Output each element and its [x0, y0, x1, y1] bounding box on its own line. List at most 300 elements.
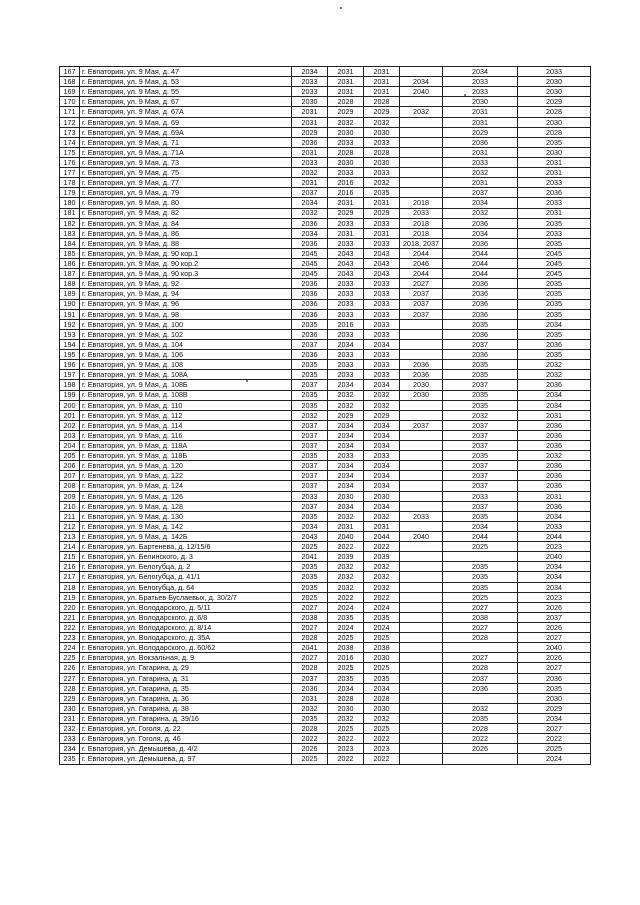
table-row [60, 390, 591, 400]
year-col-3-cell: 2035 [364, 673, 400, 683]
address-cell: г. Евпатория, ул. Гагарина, д. 39/16 [80, 714, 292, 724]
table-row [60, 734, 591, 744]
row-number-cell: 201 [60, 410, 80, 420]
year-col-2-cell: 2029 [328, 208, 364, 218]
address-cell: г. Евпатория, ул. Вокзальная, д. 9 [80, 653, 292, 663]
year-col-6-cell: 2023 [518, 542, 591, 552]
year-col-6-cell: 2036 [518, 420, 591, 430]
address-cell: г. Евпатория, ул. 9 Мая, д. 53 [80, 77, 292, 87]
address-cell: г. Евпатория, ул. Гоголя, д. 46 [80, 734, 292, 744]
year-col-4-cell [400, 703, 443, 713]
year-col-3-cell: 2032 [364, 582, 400, 592]
year-col-4-cell: 2030 [400, 380, 443, 390]
year-col-2-cell: 2033 [328, 289, 364, 299]
year-col-6-cell: 2031 [518, 410, 591, 420]
year-col-1-cell: 2031 [292, 693, 328, 703]
year-col-4-cell [400, 339, 443, 349]
year-col-1-cell: 2041 [292, 643, 328, 653]
address-cell: г. Евпатория, ул. 9 Мая, д. 90 кор.2 [80, 259, 292, 269]
year-col-1-cell: 2036 [292, 683, 328, 693]
table-row [60, 491, 591, 501]
year-col-5-cell: 2030 [443, 97, 518, 107]
table-row [60, 511, 591, 521]
table-row [60, 602, 591, 612]
year-col-3-cell: 2033 [364, 309, 400, 319]
address-cell: г. Евпатория, ул. 9 Мая, д. 96 [80, 299, 292, 309]
year-col-2-cell: 2033 [328, 299, 364, 309]
year-col-3-cell: 2033 [364, 299, 400, 309]
table-row [60, 582, 591, 592]
row-number-cell: 172 [60, 117, 80, 127]
row-number-cell: 191 [60, 309, 80, 319]
year-col-5-cell: 2044 [443, 259, 518, 269]
year-col-4-cell [400, 683, 443, 693]
address-cell: г. Евпатория, ул. 9 Мая, д. 90 кор.3 [80, 269, 292, 279]
year-col-6-cell: 2032 [518, 360, 591, 370]
table-row [60, 370, 591, 380]
year-col-3-cell: 2029 [364, 208, 400, 218]
year-col-3-cell: 2033 [364, 329, 400, 339]
table-row [60, 683, 591, 693]
year-col-3-cell: 2032 [364, 390, 400, 400]
row-number-cell: 221 [60, 612, 80, 622]
year-col-3-cell: 2025 [364, 633, 400, 643]
year-col-1-cell: 2045 [292, 248, 328, 258]
year-col-2-cell: 2016 [328, 319, 364, 329]
year-col-4-cell [400, 127, 443, 137]
row-number-cell: 205 [60, 451, 80, 461]
scan-speck [340, 7, 342, 9]
year-col-6-cell: 2036 [518, 461, 591, 471]
year-col-4-cell [400, 572, 443, 582]
year-col-3-cell: 2022 [364, 592, 400, 602]
table-row [60, 289, 591, 299]
year-col-1-cell: 2045 [292, 269, 328, 279]
year-col-2-cell: 2033 [328, 309, 364, 319]
year-col-2-cell: 2033 [328, 451, 364, 461]
row-number-cell: 206 [60, 461, 80, 471]
address-cell: г. Евпатория, ул. Гагарина, д. 36 [80, 693, 292, 703]
row-number-cell: 168 [60, 77, 80, 87]
row-number-cell: 227 [60, 673, 80, 683]
year-col-1-cell: 2037 [292, 461, 328, 471]
address-cell: г. Евпатория, ул. 9 Мая, д. 108А [80, 370, 292, 380]
year-col-4-cell: 2032 [400, 107, 443, 117]
address-cell: г. Евпатория, ул. 9 Мая, д. 67А [80, 107, 292, 117]
year-col-3-cell: 2034 [364, 501, 400, 511]
year-col-2-cell: 2030 [328, 491, 364, 501]
year-col-4-cell [400, 673, 443, 683]
year-col-4-cell [400, 653, 443, 663]
row-number-cell: 211 [60, 511, 80, 521]
year-col-5-cell: 2035 [443, 714, 518, 724]
row-number-cell: 223 [60, 633, 80, 643]
table-row [60, 451, 591, 461]
year-col-1-cell: 2035 [292, 370, 328, 380]
year-col-3-cell: 2035 [364, 188, 400, 198]
year-col-2-cell: 2028 [328, 147, 364, 157]
year-col-5-cell: 2031 [443, 117, 518, 127]
row-number-cell: 190 [60, 299, 80, 309]
year-col-1-cell: 2031 [292, 107, 328, 117]
year-col-3-cell: 2031 [364, 521, 400, 531]
year-col-3-cell: 2043 [364, 259, 400, 269]
table-row [60, 552, 591, 562]
year-col-2-cell: 2022 [328, 592, 364, 602]
year-col-3-cell: 2032 [364, 178, 400, 188]
year-col-5-cell: 2036 [443, 289, 518, 299]
year-col-4-cell [400, 471, 443, 481]
year-col-5-cell: 2037 [443, 501, 518, 511]
address-cell: г. Евпатория, ул. Белогубца, д. 2 [80, 562, 292, 572]
year-col-1-cell: 2035 [292, 319, 328, 329]
table-row [60, 198, 591, 208]
table-row [60, 714, 591, 724]
year-col-4-cell [400, 157, 443, 167]
year-col-6-cell: 2026 [518, 653, 591, 663]
year-col-6-cell: 2027 [518, 663, 591, 673]
year-col-2-cell: 2043 [328, 269, 364, 279]
row-number-cell: 231 [60, 714, 80, 724]
year-col-6-cell: 2033 [518, 198, 591, 208]
table-row [60, 147, 591, 157]
year-col-4-cell [400, 592, 443, 602]
year-col-3-cell: 2031 [364, 198, 400, 208]
address-cell: г. Евпатория, ул. Гагарина, д. 29 [80, 663, 292, 673]
year-col-6-cell: 2040 [518, 552, 591, 562]
year-col-1-cell: 2027 [292, 653, 328, 663]
table-row [60, 238, 591, 248]
year-col-2-cell: 2034 [328, 471, 364, 481]
year-col-6-cell: 2034 [518, 390, 591, 400]
year-col-2-cell: 2023 [328, 744, 364, 754]
year-col-3-cell: 2031 [364, 77, 400, 87]
row-number-cell: 230 [60, 703, 80, 713]
address-cell: г. Евпатория, ул. 9 Мая, д. 114 [80, 420, 292, 430]
year-col-6-cell: 2036 [518, 673, 591, 683]
address-cell: г. Евпатория, ул. 9 Мая, д. 94 [80, 289, 292, 299]
row-number-cell: 228 [60, 683, 80, 693]
year-col-2-cell: 2033 [328, 137, 364, 147]
table-row [60, 400, 591, 410]
year-col-1-cell: 2033 [292, 491, 328, 501]
year-col-6-cell: 2031 [518, 157, 591, 167]
table-row [60, 754, 591, 764]
address-cell: г. Евпатория, ул. 9 Мая, д. 79 [80, 188, 292, 198]
year-col-5-cell: 2037 [443, 430, 518, 440]
year-col-4-cell: 2018 [400, 218, 443, 228]
year-col-6-cell: 2035 [518, 289, 591, 299]
address-cell: г. Евпатория, ул. Гоголя, д. 22 [80, 724, 292, 734]
address-cell: г. Евпатория, ул. 9 Мая, д. 126 [80, 491, 292, 501]
year-col-5-cell: 2025 [443, 542, 518, 552]
row-number-cell: 220 [60, 602, 80, 612]
year-col-5-cell: 2037 [443, 481, 518, 491]
table-row [60, 612, 591, 622]
year-col-5-cell: 2027 [443, 623, 518, 633]
year-col-5-cell: 2036 [443, 329, 518, 339]
year-col-1-cell: 2037 [292, 188, 328, 198]
address-cell: г. Евпатория, ул. Володарского, д. 6/8 [80, 612, 292, 622]
year-col-4-cell [400, 350, 443, 360]
year-col-5-cell: 2044 [443, 248, 518, 258]
year-col-5-cell: 2037 [443, 380, 518, 390]
year-col-2-cell: 2034 [328, 683, 364, 693]
year-col-2-cell: 2035 [328, 673, 364, 683]
address-cell: г. Евпатория, ул. Белогубца, д. 64 [80, 582, 292, 592]
year-col-5-cell [443, 552, 518, 562]
row-number-cell: 218 [60, 582, 80, 592]
year-col-1-cell: 2038 [292, 612, 328, 622]
table-row [60, 623, 591, 633]
address-cell: г. Евпатория, ул. 9 Мая, д. 86 [80, 228, 292, 238]
year-col-2-cell: 2031 [328, 521, 364, 531]
table-row [60, 532, 591, 542]
year-col-5-cell: 2037 [443, 461, 518, 471]
year-col-1-cell: 2037 [292, 339, 328, 349]
year-col-2-cell: 2033 [328, 370, 364, 380]
year-col-5-cell: 2032 [443, 410, 518, 420]
year-col-2-cell: 2022 [328, 542, 364, 552]
year-col-6-cell: 2027 [518, 724, 591, 734]
year-col-1-cell: 2027 [292, 602, 328, 612]
year-col-4-cell: 2018 [400, 228, 443, 238]
year-col-2-cell: 2039 [328, 552, 364, 562]
year-col-3-cell: 2043 [364, 269, 400, 279]
row-number-cell: 229 [60, 693, 80, 703]
address-cell: г. Евпатория, ул. Демышева, д. 4/2 [80, 744, 292, 754]
row-number-cell: 179 [60, 188, 80, 198]
year-col-5-cell: 2036 [443, 279, 518, 289]
row-number-cell: 185 [60, 248, 80, 258]
row-number-cell: 181 [60, 208, 80, 218]
table-row [60, 228, 591, 238]
address-cell: г. Евпатория, ул. Гагарина, д. 35 [80, 683, 292, 693]
year-col-2-cell: 2032 [328, 511, 364, 521]
address-cell: г. Евпатория, ул. 9 Мая, д. 71 [80, 137, 292, 147]
address-cell: г. Евпатория, ул. 9 Мая, д. 142Б [80, 532, 292, 542]
year-col-2-cell: 2028 [328, 693, 364, 703]
year-col-4-cell [400, 188, 443, 198]
year-col-5-cell: 2036 [443, 137, 518, 147]
year-col-4-cell [400, 441, 443, 451]
year-col-3-cell: 2044 [364, 532, 400, 542]
year-col-6-cell: 2030 [518, 117, 591, 127]
year-col-2-cell: 2022 [328, 734, 364, 744]
year-col-1-cell: 2033 [292, 77, 328, 87]
row-number-cell: 204 [60, 441, 80, 451]
table-row [60, 350, 591, 360]
table-row [60, 703, 591, 713]
year-col-6-cell: 2034 [518, 582, 591, 592]
address-cell: г. Евпатория, ул. 9 Мая, д. 73 [80, 157, 292, 167]
year-col-1-cell: 2034 [292, 198, 328, 208]
table-row [60, 572, 591, 582]
year-col-1-cell: 2029 [292, 127, 328, 137]
year-col-5-cell: 2035 [443, 562, 518, 572]
year-col-3-cell: 2033 [364, 319, 400, 329]
year-col-5-cell: 2035 [443, 511, 518, 521]
year-col-3-cell: 2030 [364, 491, 400, 501]
year-col-2-cell: 2029 [328, 410, 364, 420]
table-row [60, 542, 591, 552]
year-col-1-cell: 2035 [292, 714, 328, 724]
row-number-cell: 224 [60, 643, 80, 653]
year-col-5-cell: 2035 [443, 451, 518, 461]
year-col-1-cell: 2033 [292, 87, 328, 97]
table-row [60, 137, 591, 147]
year-col-6-cell: 2030 [518, 77, 591, 87]
table-row [60, 67, 591, 77]
row-number-cell: 196 [60, 360, 80, 370]
table-row [60, 329, 591, 339]
address-cell: г. Евпатория, ул. Белинского, д. 3 [80, 552, 292, 562]
year-col-4-cell [400, 734, 443, 744]
scan-speck [464, 94, 466, 96]
year-col-3-cell: 2025 [364, 724, 400, 734]
year-col-2-cell: 2043 [328, 259, 364, 269]
year-col-4-cell: 2040 [400, 87, 443, 97]
year-col-6-cell: 2030 [518, 693, 591, 703]
row-number-cell: 188 [60, 279, 80, 289]
year-col-4-cell [400, 562, 443, 572]
year-col-2-cell: 2034 [328, 339, 364, 349]
table-row [60, 208, 591, 218]
year-col-1-cell: 2028 [292, 663, 328, 673]
table-row [60, 744, 591, 754]
table-row [60, 259, 591, 269]
year-col-3-cell: 2034 [364, 380, 400, 390]
year-col-6-cell: 2027 [518, 633, 591, 643]
year-col-3-cell: 2034 [364, 441, 400, 451]
table-row [60, 643, 591, 653]
year-col-4-cell: 2037 [400, 299, 443, 309]
year-col-4-cell: 2036 [400, 360, 443, 370]
table-row [60, 420, 591, 430]
row-number-cell: 171 [60, 107, 80, 117]
table-row [60, 107, 591, 117]
table-row [60, 461, 591, 471]
year-col-1-cell: 2043 [292, 532, 328, 542]
year-col-1-cell: 2037 [292, 673, 328, 683]
table-row [60, 97, 591, 107]
year-col-5-cell: 2036 [443, 218, 518, 228]
year-col-6-cell: 2033 [518, 521, 591, 531]
row-number-cell: 202 [60, 420, 80, 430]
row-number-cell: 178 [60, 178, 80, 188]
year-col-4-cell: 2040 [400, 532, 443, 542]
year-col-2-cell: 2031 [328, 87, 364, 97]
address-cell: г. Евпатория, ул. 9 Мая, д. 130 [80, 511, 292, 521]
year-col-3-cell: 2030 [364, 703, 400, 713]
year-col-6-cell: 2037 [518, 612, 591, 622]
year-col-4-cell: 2018 [400, 198, 443, 208]
year-col-1-cell: 2031 [292, 178, 328, 188]
year-col-3-cell: 2030 [364, 157, 400, 167]
row-number-cell: 232 [60, 724, 80, 734]
address-cell: г. Евпатория, ул. 9 Мая, д. 67 [80, 97, 292, 107]
year-col-6-cell: 2036 [518, 380, 591, 390]
year-col-5-cell: 2032 [443, 168, 518, 178]
year-col-1-cell: 2036 [292, 289, 328, 299]
year-col-2-cell: 2034 [328, 461, 364, 471]
year-col-3-cell: 2028 [364, 97, 400, 107]
year-col-2-cell: 2030 [328, 157, 364, 167]
year-col-4-cell [400, 97, 443, 107]
year-col-5-cell: 2032 [443, 703, 518, 713]
year-col-6-cell: 2029 [518, 703, 591, 713]
year-col-4-cell [400, 501, 443, 511]
address-cell: г. Евпатория, ул. 9 Мая, д. 108Б [80, 380, 292, 390]
table-row [60, 724, 591, 734]
row-number-cell: 173 [60, 127, 80, 137]
year-col-5-cell: 2034 [443, 198, 518, 208]
year-col-5-cell: 2029 [443, 127, 518, 137]
year-col-2-cell: 2016 [328, 653, 364, 663]
row-number-cell: 222 [60, 623, 80, 633]
row-number-cell: 199 [60, 390, 80, 400]
year-col-5-cell: 2036 [443, 299, 518, 309]
year-col-4-cell [400, 178, 443, 188]
year-col-4-cell [400, 663, 443, 673]
year-col-5-cell: 2036 [443, 309, 518, 319]
year-col-1-cell: 2031 [292, 147, 328, 157]
table-row [60, 430, 591, 440]
year-col-3-cell: 2032 [364, 714, 400, 724]
address-cell: г. Евпатория, ул. 9 Мая, д. 98 [80, 309, 292, 319]
year-col-3-cell: 2029 [364, 107, 400, 117]
row-number-cell: 167 [60, 67, 80, 77]
address-cell: г. Евпатория, ул. 9 Мая, д. 82 [80, 208, 292, 218]
year-col-3-cell: 2034 [364, 481, 400, 491]
year-col-2-cell: 2033 [328, 329, 364, 339]
year-col-4-cell [400, 714, 443, 724]
row-number-cell: 184 [60, 238, 80, 248]
year-col-1-cell: 2035 [292, 360, 328, 370]
year-col-6-cell: 2035 [518, 683, 591, 693]
year-col-5-cell: 2035 [443, 390, 518, 400]
year-col-4-cell: 2034 [400, 77, 443, 87]
address-cell: г. Евпатория, ул. 9 Мая, д. 69 [80, 117, 292, 127]
year-col-5-cell: 2036 [443, 350, 518, 360]
year-col-1-cell: 2037 [292, 380, 328, 390]
row-number-cell: 193 [60, 329, 80, 339]
address-cell: г. Евпатория, ул. 9 Мая, д. 142 [80, 521, 292, 531]
year-col-2-cell: 2016 [328, 178, 364, 188]
year-col-2-cell: 2033 [328, 238, 364, 248]
year-col-6-cell: 2024 [518, 754, 591, 764]
year-col-4-cell [400, 582, 443, 592]
year-col-3-cell: 2022 [364, 734, 400, 744]
year-col-5-cell: 2026 [443, 744, 518, 754]
year-col-5-cell: 2025 [443, 592, 518, 602]
year-col-3-cell: 2024 [364, 602, 400, 612]
year-col-4-cell: 2033 [400, 511, 443, 521]
address-cell: г. Евпатория, ул. 9 Мая, д. 80 [80, 198, 292, 208]
year-col-1-cell: 2032 [292, 703, 328, 713]
row-number-cell: 208 [60, 481, 80, 491]
year-col-5-cell: 2044 [443, 532, 518, 542]
row-number-cell: 233 [60, 734, 80, 744]
address-cell: г. Евпатория, ул. 9 Мая, д. 47 [80, 67, 292, 77]
year-col-2-cell: 2032 [328, 117, 364, 127]
year-col-4-cell: 2044 [400, 248, 443, 258]
year-col-5-cell: 2035 [443, 370, 518, 380]
year-col-6-cell: 2034 [518, 319, 591, 329]
year-col-3-cell: 2032 [364, 562, 400, 572]
year-col-4-cell: 2037 [400, 309, 443, 319]
row-number-cell: 182 [60, 218, 80, 228]
